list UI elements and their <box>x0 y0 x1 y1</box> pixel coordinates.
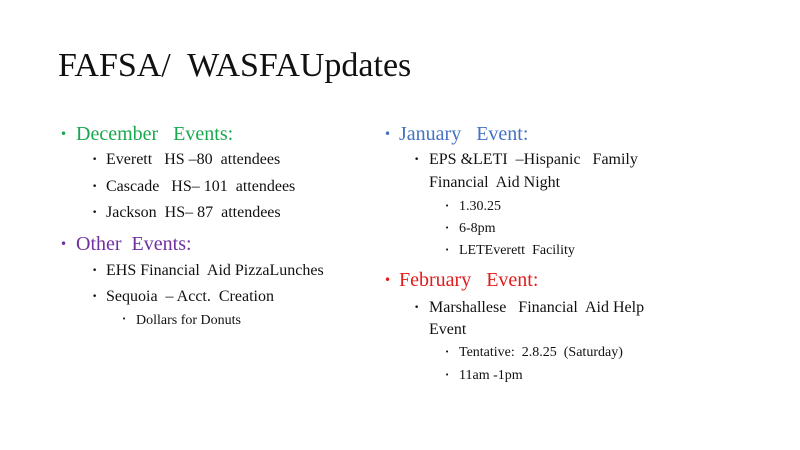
december-bullet-icon: • <box>60 127 68 141</box>
other-item-bullet-icon: • <box>92 292 98 302</box>
february-item-bullet-icon: • <box>414 303 420 313</box>
january-subitem-bullet-icon: • <box>445 202 450 210</box>
january-subitem: 6-8pm <box>459 221 496 236</box>
december-item: Jackson HS– 87 attendees <box>106 204 281 221</box>
december-heading: December Events: <box>76 123 234 145</box>
january-subitem: LETEverett Facility <box>459 243 575 258</box>
other-item-bullet-icon: • <box>92 266 98 276</box>
january-subitem-bullet-icon: • <box>445 224 450 232</box>
slide-title: FAFSA/ WASFAUpdates <box>58 47 412 84</box>
february-item-line: Event <box>429 321 467 338</box>
other-item: Sequoia – Acct. Creation <box>106 288 274 305</box>
january-item-line: EPS &LETI –Hispanic Family <box>429 151 638 168</box>
february-subitem-bullet-icon: • <box>445 348 450 356</box>
december-item: Cascade HS– 101 attendees <box>106 178 296 195</box>
other-bullet-icon: • <box>60 237 68 251</box>
other-subitem-bullet-icon: • <box>122 315 127 323</box>
december-item: Everett HS –80 attendees <box>106 151 281 168</box>
december-item-bullet-icon: • <box>92 182 98 192</box>
other-heading: Other Events: <box>76 233 192 255</box>
other-subitem: Dollars for Donuts <box>136 313 241 328</box>
january-item-bullet-icon: • <box>414 155 420 165</box>
february-subitem: 11am -1pm <box>459 368 523 383</box>
january-subitem: 1.30.25 <box>459 199 501 214</box>
february-heading: February Event: <box>399 269 539 291</box>
december-item-bullet-icon: • <box>92 208 98 218</box>
february-subitem-bullet-icon: • <box>445 371 450 379</box>
other-item: EHS Financial Aid PizzaLunches <box>106 262 324 279</box>
january-bullet-icon: • <box>384 127 392 141</box>
january-subitem-bullet-icon: • <box>445 246 450 254</box>
january-heading: January Event: <box>399 123 529 145</box>
december-item-bullet-icon: • <box>92 155 98 165</box>
february-subitem: Tentative: 2.8.25 (Saturday) <box>459 345 623 360</box>
january-item-line: Financial Aid Night <box>429 174 561 191</box>
february-item-line: Marshallese Financial Aid Help <box>429 299 645 316</box>
february-bullet-icon: • <box>384 273 392 287</box>
